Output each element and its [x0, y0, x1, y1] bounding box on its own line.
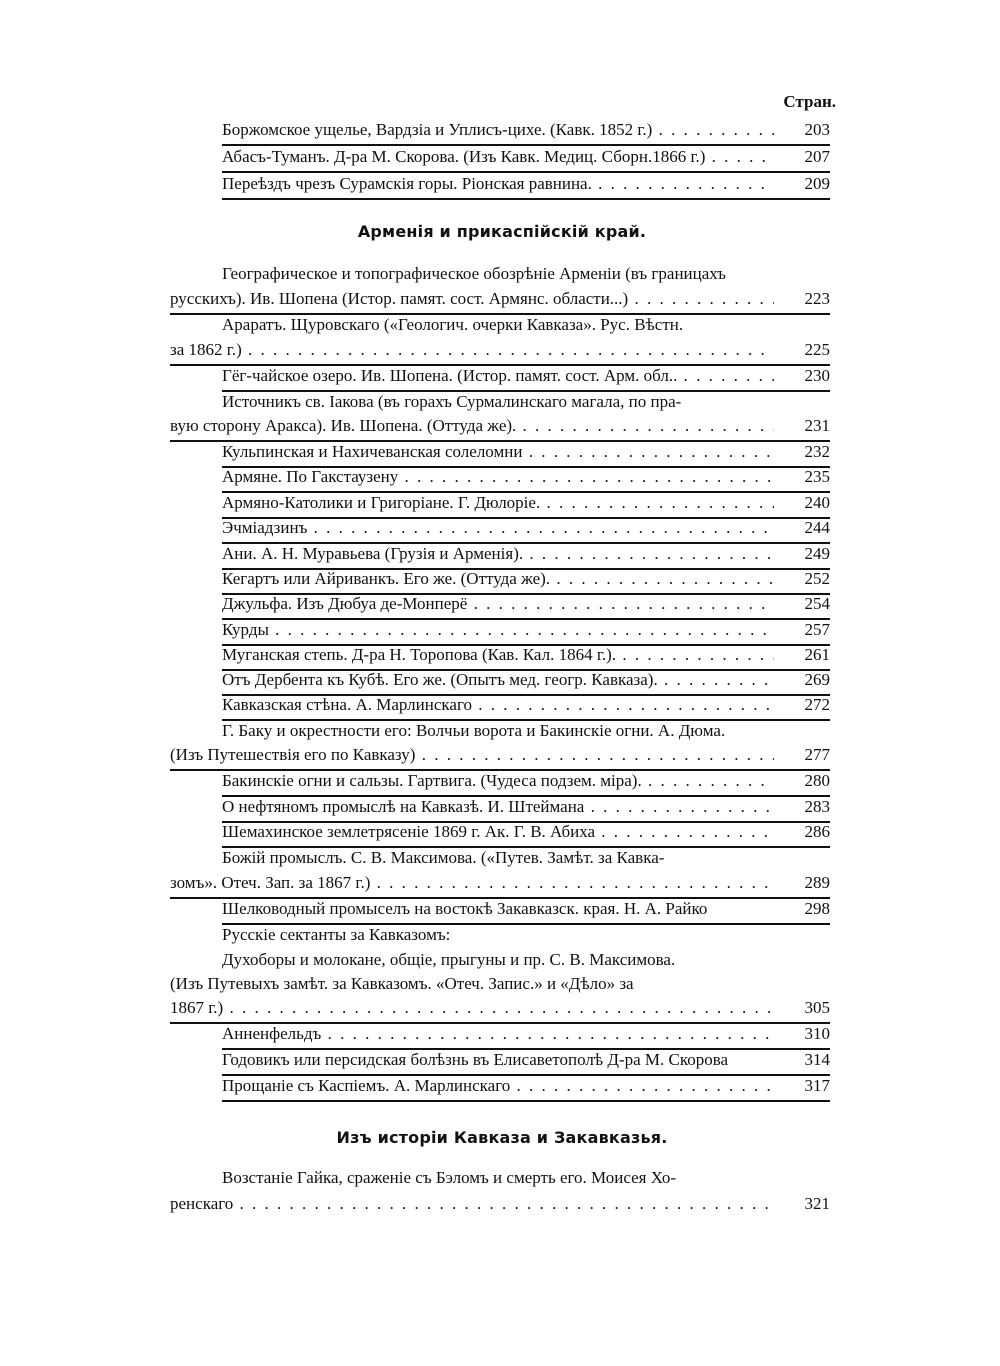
- toc-entry-line1: [222, 313, 830, 339]
- toc-entry-page: 314: [804, 1050, 830, 1069]
- toc-entry-page: 310: [804, 1024, 830, 1043]
- toc-entry-line2: [170, 972, 830, 998]
- toc-entry-page: 209: [804, 174, 830, 193]
- toc-entry-line1: [222, 719, 830, 745]
- toc-entry-title: Переѣздъ чрезъ Сурамскія горы. Ріонская равнина. . . .: [222, 172, 774, 196]
- toc-entry-title: Джульфа. Изъ Дюбуа де-Монперё . . .: [222, 592, 774, 616]
- toc-entry-title: Армяне. По Гакстаузену . . .: [222, 465, 774, 489]
- toc-entry-title: Духоборы и молокане, общіе, прыгуны и пр. С. В. Максимова.: [222, 950, 676, 969]
- toc-entry: [170, 1192, 830, 1218]
- toc-entry-title: Русскіе сектанты за Кавказомъ:: [222, 925, 451, 944]
- toc-entry: [170, 743, 830, 771]
- toc-entry-title: О нефтяномъ промыслѣ на Кавказѣ. И. Штеймана . . .: [222, 795, 774, 819]
- toc-entry: [170, 287, 830, 315]
- toc-entry-page: 254: [804, 594, 830, 613]
- toc-entry-page: 249: [804, 544, 830, 563]
- toc-entry: [222, 1022, 830, 1050]
- toc-entry-title: (Изъ Путевыхъ замѣт. за Кавказомъ. «Отеч. Запис.» и «Дѣло» за: [170, 974, 634, 993]
- toc-entry: [170, 871, 830, 899]
- toc-entry-title: Г. Баку и окрестности его: Волчьи ворота и Бакинскіе огни. А. Дюма.: [222, 721, 726, 740]
- toc-entry-page: 272: [804, 695, 830, 714]
- toc-entry-title: Абасъ-Туманъ. Д-ра М. Скорова. (Изъ Кавк. Медиц. Сборн.1866 г.) . . .: [222, 145, 774, 169]
- toc-entry-title: Шемахинское землетрясеніе 1869 г. Ак. Г. В. Абиха . . .: [222, 820, 774, 844]
- toc-entry-page: 232: [804, 442, 830, 461]
- toc-entry-title: Источникъ св. Іакова (въ горахъ Сурмалинскаго магала, по пра-: [222, 392, 682, 411]
- toc-entry-page: 235: [804, 467, 830, 486]
- toc-entry-page: 280: [804, 771, 830, 790]
- toc-entry-page: 203: [804, 120, 830, 139]
- toc-entry-line1: [222, 1166, 830, 1192]
- toc-entry: [222, 1074, 830, 1102]
- toc-entry: [222, 820, 830, 848]
- toc-entry-title: Кульпинская и Нахичеванская солеломни . . .: [222, 440, 774, 464]
- toc-entry-page: 277: [804, 745, 830, 764]
- toc-entry-page: 244: [804, 518, 830, 537]
- toc-entry: [222, 364, 830, 392]
- toc-entry: [222, 172, 830, 200]
- toc-entry-page: 230: [804, 366, 830, 385]
- toc-entry-page: 207: [804, 147, 830, 166]
- toc-entry-title: зомъ». Отеч. Зап. за 1867 г.) . . .: [170, 871, 774, 895]
- toc-entry: [222, 440, 830, 468]
- toc-entry: [222, 592, 830, 620]
- toc-entry-page: 305: [804, 998, 830, 1017]
- toc-entry: [222, 465, 830, 493]
- toc-entry: [222, 795, 830, 823]
- toc-entry-title: Шелководный промыселъ на востокѣ Закавказск. края. Н. А. Райко: [222, 899, 708, 918]
- toc-entry: [222, 668, 830, 696]
- toc-entry-title: Бакинскіе огни и сальзы. Гартвига. (Чудеса подзем. міра). . . .: [222, 769, 774, 793]
- toc-entry: [222, 1048, 830, 1076]
- toc-entry: [222, 897, 830, 925]
- toc-entry-title: Отъ Дербента къ Кубѣ. Его же. (Опытъ мед. геогр. Кавказа). . . .: [222, 668, 774, 692]
- toc-entry-title: Кегартъ или Айриванкъ. Его же. (Оттуда же). . . .: [222, 567, 774, 591]
- toc-entry: [170, 338, 830, 366]
- section-heading: Арменія и прикаспійскій край.: [357, 222, 647, 241]
- toc-entry-page: 231: [804, 416, 830, 435]
- toc-entry-title: за 1862 г.) . . .: [170, 338, 774, 362]
- toc-entry-title: Божій промыслъ. С. В. Максимова. («Путев. Замѣт. за Кавка-: [222, 848, 665, 867]
- toc-entry: [170, 414, 830, 442]
- toc-entry-title: Курды . . .: [222, 618, 774, 642]
- toc-entry-title: Годовикъ или персидская болѣзнь въ Елисаветополѣ Д-ра М. Скорова: [222, 1050, 729, 1069]
- toc-entry-title: (Изъ Путешествія его по Кавказу) . . .: [170, 743, 774, 767]
- toc-entry: [170, 996, 830, 1024]
- toc-entry-page: 223: [804, 289, 830, 308]
- toc-entry: [222, 643, 830, 671]
- toc-entry-line1: [222, 948, 830, 974]
- toc-entry-page: 283: [804, 797, 830, 816]
- toc-entry: [222, 693, 830, 721]
- toc-entry: [222, 516, 830, 544]
- toc-entry-page: 289: [804, 873, 830, 892]
- toc-entry-page: 252: [804, 569, 830, 588]
- toc-entry-page: 240: [804, 493, 830, 512]
- toc-entry: [222, 618, 830, 646]
- toc-entry-title: Анненфельдъ . . .: [222, 1022, 774, 1046]
- toc-entry-title: Эчміадзинъ . . .: [222, 516, 774, 540]
- toc-entry-line1: [222, 846, 830, 872]
- toc-entry-line1: [222, 390, 830, 416]
- toc-entry-title: Армяно-Католики и Григоріане. Г. Дюлоріе. . . .: [222, 491, 774, 515]
- toc-entry-title: Прощаніе съ Каспіемъ. А. Марлинскаго . . .: [222, 1074, 774, 1098]
- toc-entry-title: вую сторону Аракса). Ив. Шопена. (Оттуда же). . . .: [170, 414, 774, 438]
- toc-entry-page: 286: [804, 822, 830, 841]
- toc-entry-page: 298: [804, 899, 830, 918]
- page-column-label: Стран.: [783, 92, 836, 111]
- toc-entry: [222, 542, 830, 570]
- toc-entry: [222, 769, 830, 797]
- section-heading: Изъ исторіи Кавказа и Закавказья.: [336, 1128, 668, 1147]
- toc-entry-title: русскихъ). Ив. Шопена (Истор. памят. сост. Армянс. области...) . . .: [170, 287, 774, 311]
- toc-entry-title: Гёг-чайское озеро. Ив. Шопена. (Истор. памят. сост. Арм. обл.. . . .: [222, 364, 774, 388]
- toc-entry: [222, 491, 830, 519]
- toc-entry-title: Кавказская стѣна. А. Марлинскаго . . .: [222, 693, 774, 717]
- toc-entry: [222, 145, 830, 173]
- toc-entry-title: ренскаго . . .: [170, 1192, 774, 1216]
- toc-entry-title: Возстаніе Гайка, сраженіе съ Бэломъ и смерть его. Моисея Хо-: [222, 1168, 677, 1187]
- toc-entry-title: 1867 г.) . . .: [170, 996, 774, 1020]
- toc-entry-title: Муганская степь. Д-ра Н. Торопова (Кав. Кал. 1864 г.). . . .: [222, 643, 774, 667]
- toc-entry-page: 257: [804, 620, 830, 639]
- toc-entry-title: Араратъ. Щуровскаго («Геологич. очерки Кавказа». Рус. Вѣстн.: [222, 315, 684, 334]
- toc-entry: [222, 118, 830, 146]
- toc-entry-title: Географическое и топографическое обозрѣніе Арменіи (въ границахъ: [222, 264, 726, 283]
- toc-entry-page: 317: [804, 1076, 830, 1095]
- toc-entry-page: 269: [804, 670, 830, 689]
- toc-entry: [222, 567, 830, 595]
- toc-entry-page: 225: [804, 340, 830, 359]
- toc-entry-title: Боржомское ущелье, Вардзіа и Уплисъ-цихе. (Кавк. 1852 г.) . . .: [222, 118, 774, 142]
- toc-entry-title: Ани. А. Н. Муравьева (Грузія и Арменія). . . .: [222, 542, 774, 566]
- toc-entry-page: 321: [804, 1194, 830, 1213]
- toc-entry-line1: [222, 262, 830, 288]
- toc-subheading: [222, 923, 830, 949]
- toc-entry-page: 261: [804, 645, 830, 664]
